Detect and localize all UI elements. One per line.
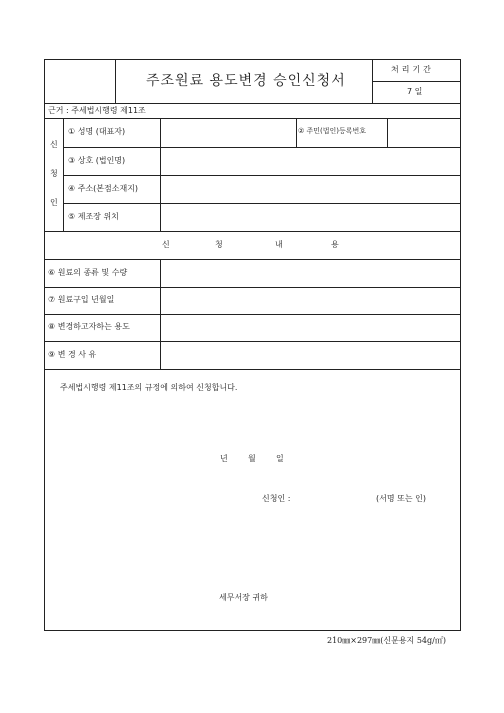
header-divider — [44, 103, 461, 104]
regno-label-divider — [387, 118, 388, 147]
applicant-bottom — [44, 231, 461, 232]
row-divider-7 — [44, 341, 461, 342]
content-header-bottom — [44, 259, 461, 260]
row-divider-2 — [63, 175, 461, 176]
date-year: 년 — [220, 454, 228, 463]
form-frame — [44, 59, 461, 631]
basis-divider — [44, 118, 461, 119]
applicant-side-char: 청 — [50, 169, 58, 178]
trade-name-label: ③ 상호 (법인명) — [68, 156, 126, 165]
applicant-side-char: 신 — [50, 140, 58, 149]
address-label: ④ 주소(본점소재지) — [68, 184, 139, 193]
registration-number-label: ② 주민(법인)등록번호 — [298, 127, 367, 135]
content-header-char: 내 — [275, 240, 283, 249]
content-header-char: 용 — [331, 240, 339, 249]
processing-period-value: 7 일 — [407, 87, 423, 96]
material-label: ⑥ 원료의 종류 및 수량 — [48, 268, 128, 277]
row-divider-5 — [44, 287, 461, 288]
date-day: 일 — [276, 454, 284, 463]
processing-period-label: 처리기간 — [391, 65, 434, 74]
applicant-side-char: 인 — [50, 198, 58, 207]
content-header-char: 신 — [162, 240, 170, 249]
paper-spec: 210㎜×297㎜(신문용지 54g/㎡) — [327, 636, 446, 645]
legal-basis: 근거 : 주세법시행령 제11조 — [48, 106, 146, 115]
title-right-divider — [372, 59, 373, 103]
application-statement: 주세법시행령 제11조의 규정에 의하여 신청합니다. — [60, 383, 238, 392]
date-month: 월 — [248, 454, 256, 463]
name-value-divider — [296, 118, 297, 147]
content-header-char: 청 — [215, 240, 223, 249]
change-reason-label: ⑨ 변 경 사 유 — [48, 350, 97, 359]
purchase-date-label: ⑦ 원료구입 년월일 — [48, 295, 115, 304]
name-label: ① 성명 (대표자) — [68, 127, 126, 136]
row-divider-1 — [63, 147, 461, 148]
content-bottom — [44, 369, 461, 370]
title-left-divider — [115, 59, 116, 103]
addressee: 세무서장 귀하 — [219, 593, 268, 602]
signer-label: 신청인 : — [262, 494, 291, 503]
factory-location-label: ⑤ 제조장 위치 — [68, 212, 119, 221]
row-divider-3 — [63, 203, 461, 204]
processing-divider — [372, 81, 461, 82]
new-use-label: ⑧ 변경하고자하는 용도 — [48, 322, 130, 331]
row-divider-6 — [44, 314, 461, 315]
applicant-side-divider — [63, 118, 64, 231]
form-title: 주조원료 용도변경 승인신청서 — [146, 73, 346, 89]
content-label-divider — [160, 259, 161, 369]
signature-note: (서명 또는 인) — [376, 494, 426, 503]
applicant-label-divider — [160, 118, 161, 231]
